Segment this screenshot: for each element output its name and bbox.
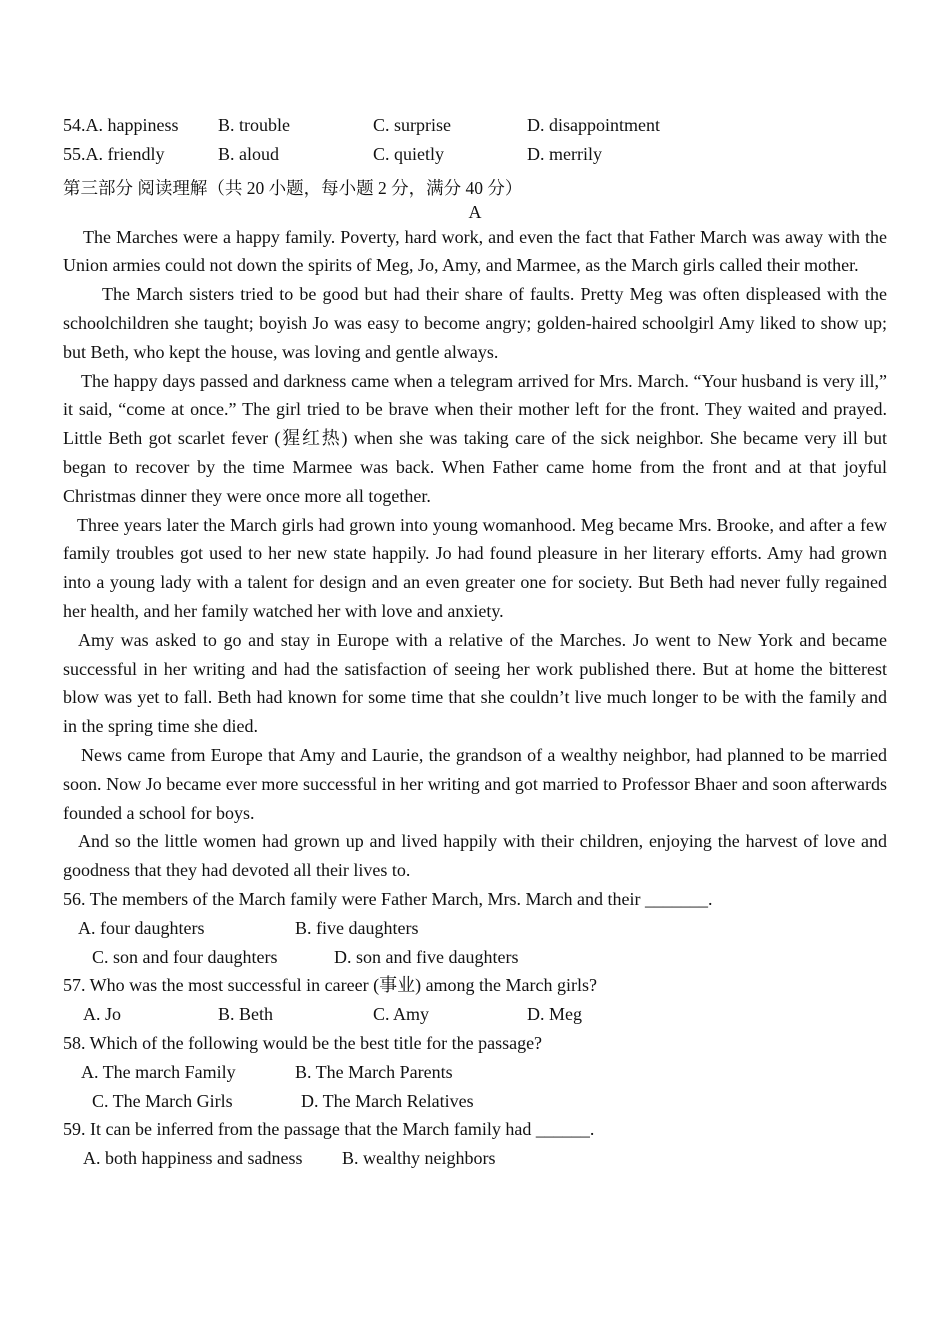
option-56-d: D. son and five daughters [334,946,519,967]
question-59-options [63,1144,887,1173]
question-58-options-row1 [63,1058,887,1087]
option-56-c: C. son and four daughters [92,946,278,967]
option-54-a: 54.A. happiness [63,115,179,135]
option-54-b: B. trouble [218,115,290,135]
option-55-b: B. aloud [218,143,279,164]
option-55-a: 55.A. friendly [63,143,165,164]
question-56-options-row2 [63,943,887,972]
question-55-options [63,140,887,169]
passage-label: A [468,201,482,222]
option-54-d: D. disappointment [527,115,660,135]
option-58-d: D. The March Relatives [301,1090,474,1111]
passage-paragraph: Three years later the March girls had grown into young womanhood. Meg became Mrs. Brooke, and after a few family troubles got used to her new state happily. Jo had found pleasure in her literary efforts. Amy had grown into a young lady with a talent for design and an even greater one for society. But Beth had never fully regained her health, and her family watched her with love and anxiety. [63,514,887,621]
option-56-b: B. five daughters [295,917,419,938]
option-57-d: D. Meg [527,1004,582,1025]
passage-paragraph: The March sisters tried to be good but had their share of faults. Pretty Meg was often displeased with the schoolchildren she taught; boyish Jo was easy to become angry; golden-haired schoolgirl Amy liked to show up; but Beth, who kept the house, was loving and gentle always. [63,284,887,362]
option-58-c: C. The March Girls [92,1090,233,1111]
option-55-d: D. merrily [527,143,602,164]
option-58-a: A. The march Family [81,1061,236,1082]
question-57-options [63,1000,887,1029]
question-54-options [63,111,887,140]
exam-page [63,111,887,1173]
question-56-stem: 56. The members of the March family were Father March, Mrs. March and their _______. [63,888,713,909]
option-58-b: B. The March Parents [295,1061,453,1082]
option-56-a: A. four daughters [78,917,205,938]
option-57-c: C. Amy [373,1004,430,1025]
option-55-c: C. quietly [373,143,444,164]
question-58-options-row2 [63,1087,887,1116]
option-59-a: A. both happiness and sadness [83,1148,303,1169]
passage-paragraph: And so the little women had grown up and lived happily with their children, enjoying the harvest of love and goodness that they had devoted all their lives to. [63,831,887,881]
passage-paragraph: Amy was asked to go and stay in Europe with a relative of the Marches. Jo went to New York and became successful in her writing and had the satisfaction of seeing her work published there. But at home the bitterest blow was yet to fall. Beth had known for some time that she couldn’t live much longer to be with the family and in the spring time she died. [63,629,887,737]
question-58-stem: 58. Which of the following would be the best title for the passage? [63,1032,543,1053]
option-57-a: A. Jo [83,1004,122,1025]
question-57-stem: 57. Who was the most successful in career (事业) among the March girls? [63,975,598,996]
option-54-c: C. surprise [373,115,451,135]
passage-paragraph: The happy days passed and darkness came when a telegram arrived for Mrs. March. “Your husband is very ill,” it said, “come at once.” The girl tried to be brave when their mother left for the front. They waited and prayed. Little Beth got scarlet fever (猩红热) when she was taking care of the sick neighbor. She became very ill but began to recover by the time Marmee was back. When Father came home from the front and at that joyful Christmas dinner they were once more all together. [63,370,887,506]
section-title: 第三部分 阅读理解（共 20 小题，每小题 2 分，满分 40 分） [63,177,523,198]
option-59-b: B. wealthy neighbors [342,1148,496,1169]
question-56-options-row1 [63,914,887,943]
option-57-b: B. Beth [218,1004,274,1025]
passage-paragraph: The Marches were a happy family. Poverty, hard work, and even the fact that Father March was away with the Union armies could not down the spirits of Meg, Jo, Amy, and Marmee, as the March girls called their mother. [63,226,887,276]
passage-paragraph: News came from Europe that Amy and Laurie, the grandson of a wealthy neighbor, had planned to be married soon. Now Jo became ever more successful in her writing and got married to Professor Bhaer and soon afterwards founded a school for boys. [63,744,887,823]
question-59-stem: 59. It can be inferred from the passage that the March family had ______. [63,1119,595,1140]
